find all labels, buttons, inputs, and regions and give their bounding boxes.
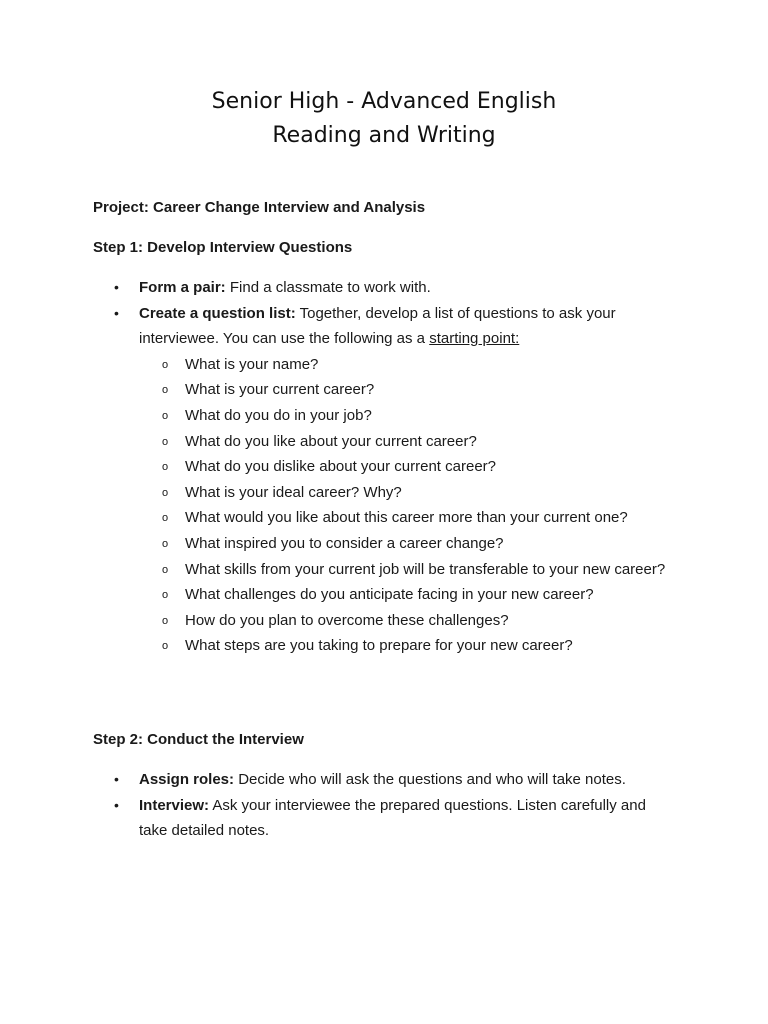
question-text: What do you dislike about your current career? (185, 458, 496, 476)
title-line-2: Reading and Writing (272, 123, 496, 148)
list-item (0, 301, 768, 659)
sub-bullet-glyph: o (162, 563, 169, 576)
item-label: Create a question list: (139, 304, 296, 322)
item-label: Interview: (139, 796, 210, 814)
sub-bullet-glyph: o (162, 614, 169, 627)
sub-bullet-glyph: o (162, 537, 169, 550)
question-item (138, 505, 678, 531)
item-text: Together, develop a list of questions to ask your interviewee. You can use the following as a (139, 304, 616, 348)
document-title (0, 85, 768, 153)
question-item (138, 480, 678, 506)
bullet-glyph: • (114, 771, 119, 787)
sub-bullet-glyph: o (162, 640, 169, 653)
sub-bullet-glyph: o (162, 409, 169, 422)
question-text: What steps are you taking to prepare for your new career? (185, 637, 573, 655)
question-list (139, 352, 678, 659)
question-text: What would you like about this career more than your current one? (185, 509, 628, 527)
question-item (138, 352, 678, 378)
question-text: What do you do in your job? (185, 406, 372, 424)
list-item (0, 275, 768, 301)
question-item (138, 531, 678, 557)
sub-bullet-glyph: o (162, 358, 169, 371)
item-label: Form a pair: (139, 279, 226, 296)
sub-bullet-glyph: o (162, 435, 169, 448)
question-text: What challenges do you anticipate facing in your new career? (185, 586, 594, 604)
sub-bullet-glyph: o (162, 384, 169, 397)
question-text: How do you plan to overcome these challenges? (185, 611, 509, 629)
step2-list (0, 767, 768, 844)
question-item (138, 633, 678, 659)
item-text: Ask your interviewee the prepared questions. Listen carefully and take detailed notes. (139, 796, 646, 840)
sub-bullet-glyph: o (162, 461, 169, 474)
question-text: What is your current career? (185, 381, 375, 399)
question-text: What inspired you to consider a career change? (185, 534, 504, 552)
title-line-1: Senior High - Advanced English (211, 89, 557, 114)
question-item (138, 377, 678, 403)
question-item (138, 403, 678, 429)
question-item (138, 608, 678, 634)
question-item (138, 454, 678, 480)
list-item (0, 793, 768, 844)
step1-list (0, 275, 768, 659)
bullet-glyph: • (114, 279, 119, 295)
question-text: What is your name? (185, 355, 319, 373)
question-item (138, 557, 678, 583)
item-text: Decide who will ask the questions and who will take notes. (234, 771, 626, 788)
step1-heading: Step 1: Develop Interview Questions (93, 239, 353, 256)
item-label: Assign roles: (139, 771, 235, 788)
bullet-glyph: • (114, 304, 119, 321)
project-heading: Project: Career Change Interview and Analysis (93, 199, 426, 216)
question-item (138, 429, 678, 455)
question-text: What do you like about your current career? (185, 432, 477, 450)
step2-heading: Step 2: Conduct the Interview (93, 731, 304, 748)
starting-point-link[interactable]: starting point: (429, 330, 520, 348)
sub-bullet-glyph: o (162, 486, 169, 499)
list-item (0, 767, 768, 793)
sub-bullet-glyph: o (162, 589, 169, 602)
bullet-glyph: • (114, 796, 119, 813)
question-text: What skills from your current job will be transferable to your new career? (185, 560, 666, 578)
sub-bullet-glyph: o (162, 512, 169, 525)
item-text: Find a classmate to work with. (225, 279, 431, 296)
question-item (138, 582, 678, 608)
question-text: What is your ideal career? Why? (185, 483, 402, 501)
